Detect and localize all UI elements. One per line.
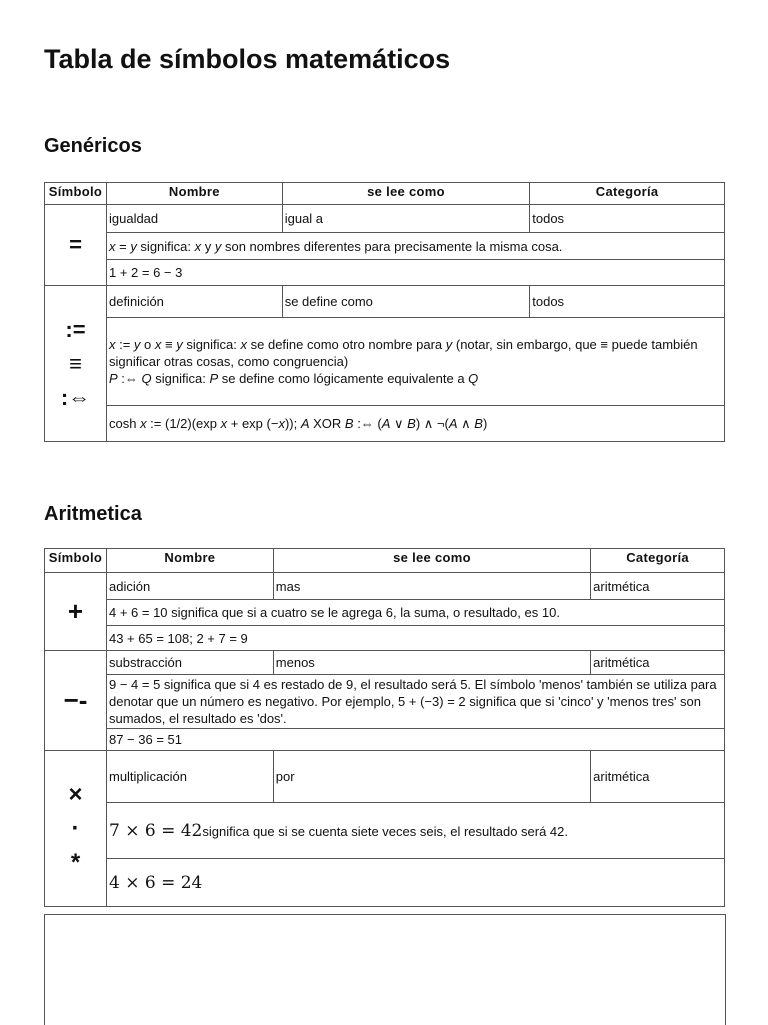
cell-category: todos (530, 205, 725, 233)
symbol-asterisk: * (70, 848, 81, 876)
symbol-identical: ≡ (69, 350, 82, 376)
section-heading-genericos: Genéricos (44, 135, 142, 157)
header-simbolo: Símbolo (45, 183, 107, 205)
cell-read: igual a (282, 205, 530, 233)
cell-example: 1 + 2 = 6 − 3 (106, 260, 724, 286)
cell-category: aritmética (591, 573, 725, 600)
symbol-minus: −- (45, 651, 107, 751)
cell-read: menos (273, 651, 590, 675)
cell-example: 87 − 36 = 51 (106, 729, 724, 751)
cell-description: x = y significa: x y y son nombres diferentes para precisamente la misma cosa. (106, 233, 724, 260)
table-aritmetica (44, 548, 725, 907)
table-genericos (44, 182, 725, 442)
symbol-colon-equals: := (65, 316, 86, 342)
cell-read: por (273, 751, 590, 803)
header-nombre: Nombre (106, 183, 282, 205)
cell-name: adición (106, 573, 273, 600)
symbol-colon-iff: :⇔ (60, 384, 91, 410)
cell-description: x := y o x ≡ y significa: x se define como otro nombre para y (notar, sin embargo, que ≡ puede también significar otras cosas, como congruencia) P :⇔ Q significa: P se define como lógicamente equivalente a Q (106, 318, 724, 406)
cell-category: aritmética (591, 651, 725, 675)
cell-read: mas (273, 573, 590, 600)
header-simbolo: Símbolo (45, 549, 107, 573)
cell-example: 4 × 6 = 24 (106, 859, 724, 907)
header-categoria: Categoría (591, 549, 725, 573)
cell-category: aritmética (591, 751, 725, 803)
header-nombre: Nombre (106, 549, 273, 573)
cell-name: multiplicación (106, 751, 273, 803)
cell-name: substracción (106, 651, 273, 675)
header-categoria: Categoría (530, 183, 725, 205)
cell-category: todos (530, 286, 725, 318)
symbol-times: × (68, 780, 83, 808)
symbol-dot: · (71, 814, 80, 842)
cell-name: definición (106, 286, 282, 318)
page-title: Tabla de símbolos matemáticos (44, 44, 451, 74)
table-continuation (44, 914, 726, 1025)
cell-example: cosh x := (1/2)(exp x + exp (−x)); A XOR B :⇔ (A ∨ B) ∧ ¬(A ∧ B) (106, 406, 724, 442)
symbol-definition (45, 286, 107, 442)
header-se-lee-como: se lee como (273, 549, 590, 573)
cell-description: 9 − 4 = 5 significa que si 4 es restado de 9, el resultado será 5. El símbolo 'menos' también se utiliza para denotar que un número es negativo. Por ejemplo, 5 + (−3) = 2 significa que si 'cinco' y 'menos tres' son sumados, el resultado es 'dos'. (106, 675, 724, 729)
section-heading-aritmetica: Aritmetica (44, 503, 142, 525)
cell-description: 4 + 6 = 10 significa que si a cuatro se le agrega 6, la suma, o resultado, es 10. (106, 600, 724, 626)
cell-read: se define como (282, 286, 530, 318)
cell-description: 7 × 6 = 42significa que si se cuenta siete veces seis, el resultado será 42. (106, 803, 724, 859)
symbol-plus: + (45, 573, 107, 651)
cell-name: igualdad (106, 205, 282, 233)
header-se-lee-como: se lee como (282, 183, 530, 205)
symbol-multiplication (45, 751, 107, 907)
symbol-equals: = (45, 205, 107, 286)
cell-example: 43 + 65 = 108; 2 + 7 = 9 (106, 626, 724, 651)
